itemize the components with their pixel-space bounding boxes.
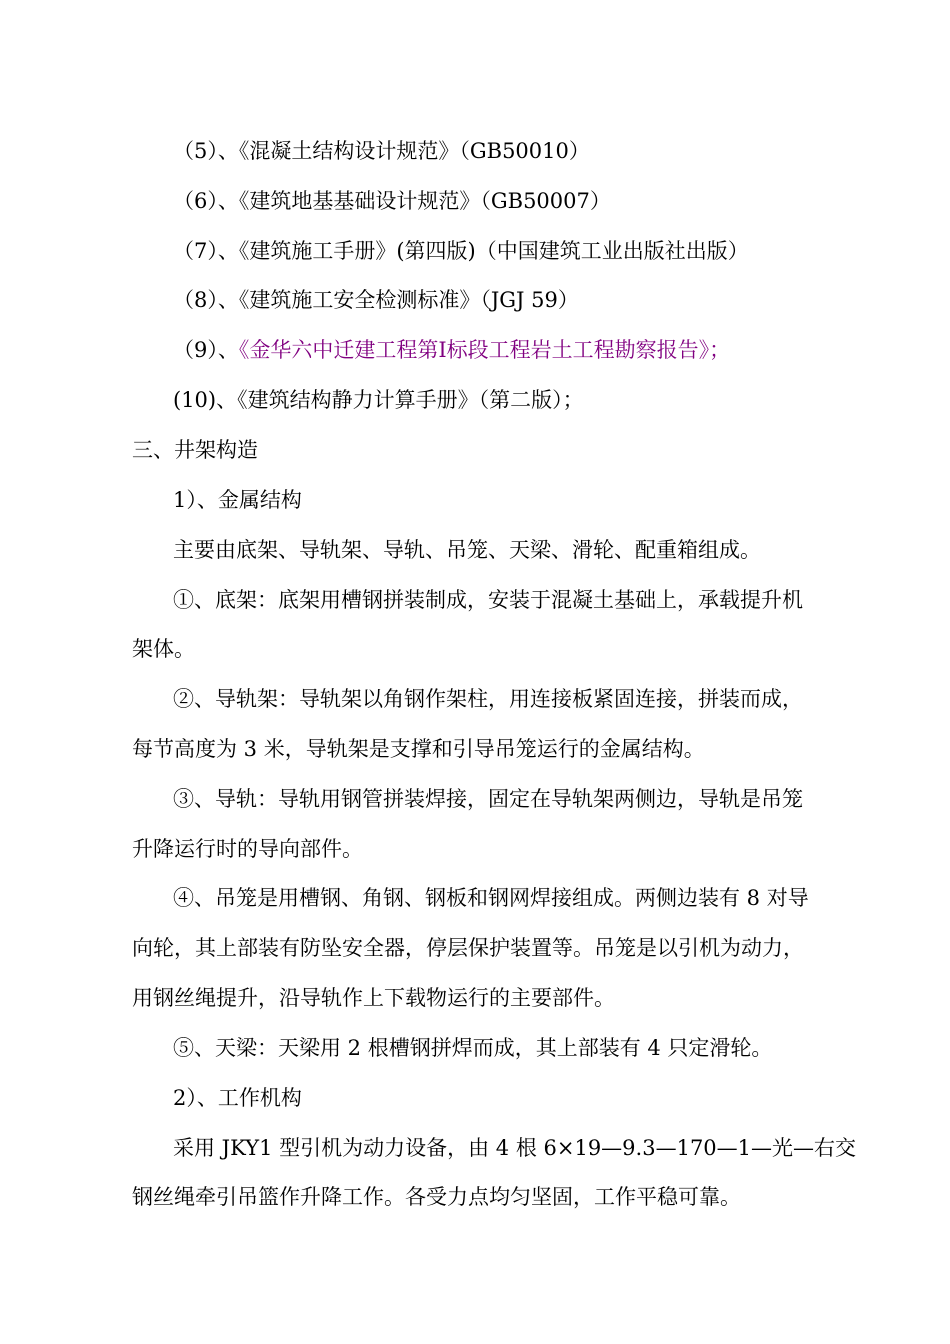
item-base-frame-line1: ①、底架：底架用槽钢拼装制成，安装于混凝土基础上，承载提升机 bbox=[173, 588, 803, 612]
section-heading: 三、井架构造 bbox=[132, 438, 258, 462]
item-top-beam: ⑤、天梁：天梁用 2 根槽钢拼焊而成，其上部装有 4 只定滑轮。 bbox=[173, 1036, 773, 1060]
item-base-frame-line2: 架体。 bbox=[132, 637, 195, 661]
reference-item-9-number: （9）、 bbox=[173, 338, 239, 362]
working-mechanism-line2: 钢丝绳牵引吊篮作升降工作。各受力点均匀坚固，工作平稳可靠。 bbox=[132, 1185, 741, 1209]
item-cage-line3: 用钢丝绳提升，沿导轨作上下载物运行的主要部件。 bbox=[132, 986, 615, 1010]
item-cage-line2: 向轮，其上部装有防坠安全器，停层保护装置等。吊笼是以引机为动力， bbox=[132, 936, 804, 960]
reference-item-8: （8）、《建筑施工安全检测标准》（JGJ 59） bbox=[173, 288, 579, 312]
structure-intro: 主要由底架、导轨架、导轨、吊笼、天梁、滑轮、配重箱组成。 bbox=[173, 538, 761, 562]
item-guide-rail-line2: 升降运行时的导向部件。 bbox=[132, 837, 363, 861]
subsection-metal-structure: 1）、金属结构 bbox=[173, 488, 302, 512]
reference-item-10: (10)、《建筑结构静力计算手册》（第二版）； bbox=[173, 388, 584, 412]
reference-item-9-title: 《金华六中迁建工程第Ⅰ标段工程岩土工程勘察报告》； bbox=[238, 338, 731, 362]
reference-item-9 bbox=[173, 335, 730, 365]
reference-item-5: （5）、《混凝土结构设计规范》（GB50010） bbox=[173, 139, 590, 163]
item-guide-frame-line1: ②、导轨架：导轨架以角钢作架柱，用连接板紧固连接，拼装而成， bbox=[173, 687, 803, 711]
item-guide-frame-line2: 每节高度为 3 米，导轨架是支撑和引导吊笼运行的金属结构。 bbox=[132, 737, 705, 761]
reference-item-6: （6）、《建筑地基基础设计规范》（GB50007） bbox=[173, 189, 611, 213]
item-cage-line1: ④、吊笼是用槽钢、角钢、钢板和钢网焊接组成。两侧边装有 8 对导 bbox=[173, 886, 809, 910]
item-guide-rail-line1: ③、导轨：导轨用钢管拼装焊接，固定在导轨架两侧边，导轨是吊笼 bbox=[173, 787, 803, 811]
reference-item-7: （7）、《建筑施工手册》(第四版)（中国建筑工业出版社出版） bbox=[173, 239, 749, 263]
working-mechanism-line1: 采用 JKY1 型引机为动力设备，由 4 根 6×19—9.3—170—1—光—右交 bbox=[173, 1136, 857, 1160]
subsection-working-mechanism: 2）、工作机构 bbox=[173, 1086, 302, 1110]
